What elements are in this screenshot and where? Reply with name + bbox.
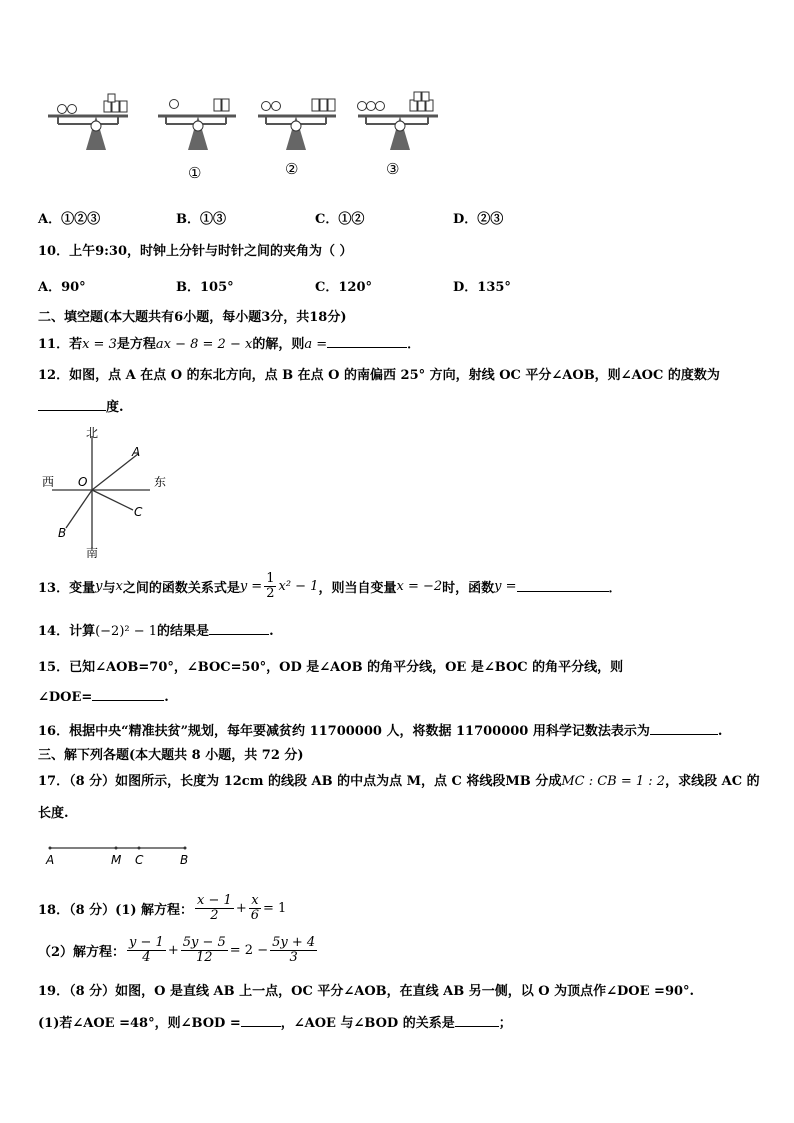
q19-bod-blank[interactable] bbox=[241, 1025, 281, 1027]
q15-line2: ∠DOE= . bbox=[38, 690, 169, 705]
balance-scale-3 bbox=[358, 92, 439, 150]
compass-figure bbox=[38, 424, 178, 560]
compass-north: 北 bbox=[86, 426, 99, 440]
q19-line1: 19．（8 分）如图，O 是直线 AB 上一点，OC 平分∠AOB，在直线 AB 另一侧，以 O 为顶点作∠DOE =90°. bbox=[38, 984, 695, 999]
q10-option-d: D．135° bbox=[453, 280, 511, 295]
balance-scale-2 bbox=[258, 99, 336, 150]
q13-answer-blank[interactable] bbox=[517, 590, 609, 592]
balance-scale-1 bbox=[158, 99, 236, 150]
q10-stem: 10．上午9:30，时钟上分针与时针之间的夹角为（ ） bbox=[38, 244, 353, 259]
q12-line1: 12．如图，点 A 在点 O 的东北方向，点 B 在点 O 的南偏西 25° 方向，射线 OC 平分∠AOB，则∠AOC 的度数为 bbox=[38, 368, 720, 383]
q14: 14．计算(−2)² − 1的结果是 . bbox=[38, 624, 274, 639]
figure-label-1: ① bbox=[188, 164, 202, 182]
q9-option-d: D．②③ bbox=[453, 212, 504, 227]
compass-b: B bbox=[58, 526, 67, 540]
segment-label-a: A bbox=[46, 853, 55, 867]
compass-west: 西 bbox=[42, 475, 55, 489]
q9-option-a: A．①②③ bbox=[38, 212, 101, 227]
compass-a: A bbox=[132, 445, 141, 459]
q10-option-b: B．105° bbox=[176, 280, 234, 295]
q16: 16．根据中央“精准扶贫”规划，每年要减贫约 11700000 人，将数据 11700000 用科学记数法表示为 . bbox=[38, 724, 723, 739]
segment-label-c: C bbox=[135, 853, 144, 867]
section-2-heading: 二、填空题(本大题共有6小题，每小题3分，共18分) bbox=[38, 310, 347, 325]
q13: 13．变量 y 与 x 之间的函数关系式是 y = $\frac{1}{2}$ x² − 1 ，则当自变量 x = −2 时，函数 y = ． bbox=[38, 570, 622, 601]
q13-fraction: $\frac{1}{2}$ bbox=[266, 570, 275, 601]
compass-south: 南 bbox=[86, 546, 99, 560]
q19-line2: (1)若∠AOE =48°，则∠BOD = ，∠AOE 与∠BOD 的关系是 ； bbox=[38, 1016, 512, 1031]
q19-relation-blank[interactable] bbox=[455, 1025, 499, 1027]
q15-answer-blank[interactable] bbox=[92, 699, 164, 701]
compass-o: O bbox=[78, 475, 88, 489]
q14-answer-blank[interactable] bbox=[209, 633, 269, 635]
q18-part2: （2）解方程： $\frac{y - 1}{4}$ + $\frac{5y - 5}{12}$ = 2 − $\frac{5y + 4}{3}$ bbox=[38, 934, 316, 965]
compass-east: 东 bbox=[154, 475, 167, 489]
q9-option-b: B．①③ bbox=[176, 212, 227, 227]
q10-option-a: A．90° bbox=[38, 280, 86, 295]
q16-answer-blank[interactable] bbox=[650, 733, 718, 735]
compass-c: C bbox=[134, 505, 143, 519]
q10-option-c: C．120° bbox=[315, 280, 372, 295]
q12-answer-blank[interactable] bbox=[38, 409, 106, 411]
segment-label-b: B bbox=[180, 853, 189, 867]
q18-part1: 18．（8 分）(1) 解方程： $\frac{x - 1}{2}$ + $\frac{x}{6}$ = 1 bbox=[38, 892, 287, 923]
balance-scale-0 bbox=[48, 94, 128, 150]
segment-figure bbox=[40, 840, 200, 870]
q11: 11．若x = 3是方程ax − 8 = 2 − x的解，则a = ． bbox=[38, 337, 421, 352]
q15-line1: 15．已知∠AOB=70°，∠BOC=50°，OD 是∠AOB 的角平分线，OE 是∠BOC 的角平分线，则 bbox=[38, 660, 624, 675]
q17-line2: 长度. bbox=[38, 806, 69, 821]
segment-label-m: M bbox=[111, 853, 122, 867]
figure-label-3: ③ bbox=[386, 160, 400, 178]
q9-option-c: C．①② bbox=[315, 212, 365, 227]
q11-answer-blank[interactable] bbox=[327, 346, 407, 348]
q17-line1: 17．（8 分）如图所示，长度为 12cm 的线段 AB 的中点为点 M，点 C 将线段MB 分成MC : CB = 1 : 2，求线段 AC 的 bbox=[38, 774, 760, 789]
section-3-heading: 三、解下列各题(本大题共 8 小题，共 72 分) bbox=[38, 748, 304, 763]
figure-label-2: ② bbox=[285, 160, 299, 178]
q12-line2: 度. bbox=[38, 396, 124, 415]
